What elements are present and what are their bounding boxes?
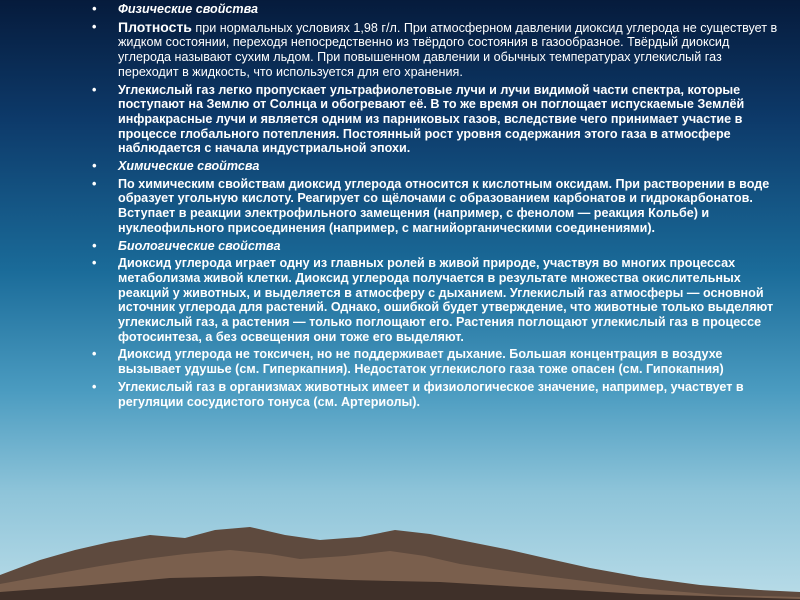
bullet: •	[92, 238, 97, 253]
heading-text: Биологические свойства	[118, 238, 281, 253]
density-paragraph	[92, 20, 784, 80]
physiology-paragraph	[92, 380, 784, 409]
bullet: •	[92, 19, 97, 34]
density-text: при нормальных условиях 1,98 г/л. При атмосферном давлении диоксид углерода не существует в жидком состоянии, переходя непосредственно из твёрдого состояния в газообразное. Твёрдый диоксид углерода называют сухим льдом. При повышенном давлении и обычных температурах углекислый газ переходит в жидкость, что используется для его хранения.	[118, 20, 778, 79]
greenhouse-paragraph	[92, 83, 784, 157]
bullet: •	[92, 347, 97, 362]
bullet: •	[92, 159, 97, 174]
slide-content	[92, 2, 784, 412]
toxicity-paragraph	[92, 347, 784, 376]
bullet: •	[92, 176, 97, 191]
chemical-paragraph	[92, 177, 784, 236]
bullet: •	[92, 82, 97, 97]
density-term: Плотность	[118, 18, 192, 35]
bullet: •	[92, 256, 97, 271]
chemical-properties-heading	[92, 159, 784, 174]
bullet: •	[92, 379, 97, 394]
physical-properties-heading	[92, 2, 784, 17]
biological-properties-heading	[92, 239, 784, 254]
heading-text: Физические свойства	[118, 2, 259, 16]
paragraph-text: Углекислый газ в организмах животных имеет и физиологическое значение, например, участвует в регуляции сосудистого тонуса (см. Артериолы).	[118, 379, 744, 409]
heading-text: Химические свойтсва	[118, 159, 260, 174]
paragraph-text: Углекислый газ легко пропускает ультрафиолетовые лучи и лучи видимой части спектра, которые поступают на Землю от Солнца и обогревают её. В то же время он поглощает испускаемые Землёй инфракрасные лучи и является одним из парниковых газов, вследствие чего принимает участие в процессе глобального потепления. Постоянный рост уровня содержания этого газа в атмосфере наблюдается с начала индустриальной эпохи.	[118, 82, 745, 156]
paragraph-text: Диоксид углерода не токсичен, но не поддерживает дыхание. Большая концентрация в воздухе вызывает удушье (см. Гиперкапния). Недостаток углекислого газа тоже опасен (см. Гипокапния)	[118, 347, 724, 377]
bullet: •	[92, 2, 97, 16]
metabolism-paragraph	[92, 256, 784, 344]
paragraph-text: Диоксид углерода играет одну из главных ролей в живой природе, участвуя во многих процессах метаболизма живой клетки. Диоксид углерода получается в результате множества окислительных реакций у животных, и выделяется в атмосферу с дыханием. Углекислый газ атмосферы — основной источник углерода для растений. Однако, ошибкой будет утверждение, что животные только выделяют углекислый газ, а растения — только поглощают его. Растения поглощают углекислый газ в процессе фотосинтеза, а без освещения они тоже его выделяют.	[118, 256, 774, 344]
paragraph-text: По химическим свойствам диоксид углерода относится к кислотным оксидам. При растворении в воде образует угольную кислоту. Реагирует со щёлочами с образованием карбонатов и гидрокарбонатов. Вступает в реакции электрофильного замещения (например, с фенолом — реакция Кольбе) и нуклеофильного присоединения (например, с магнийорганическими соединениями).	[118, 176, 770, 235]
mountain-range-decoration	[0, 480, 800, 600]
